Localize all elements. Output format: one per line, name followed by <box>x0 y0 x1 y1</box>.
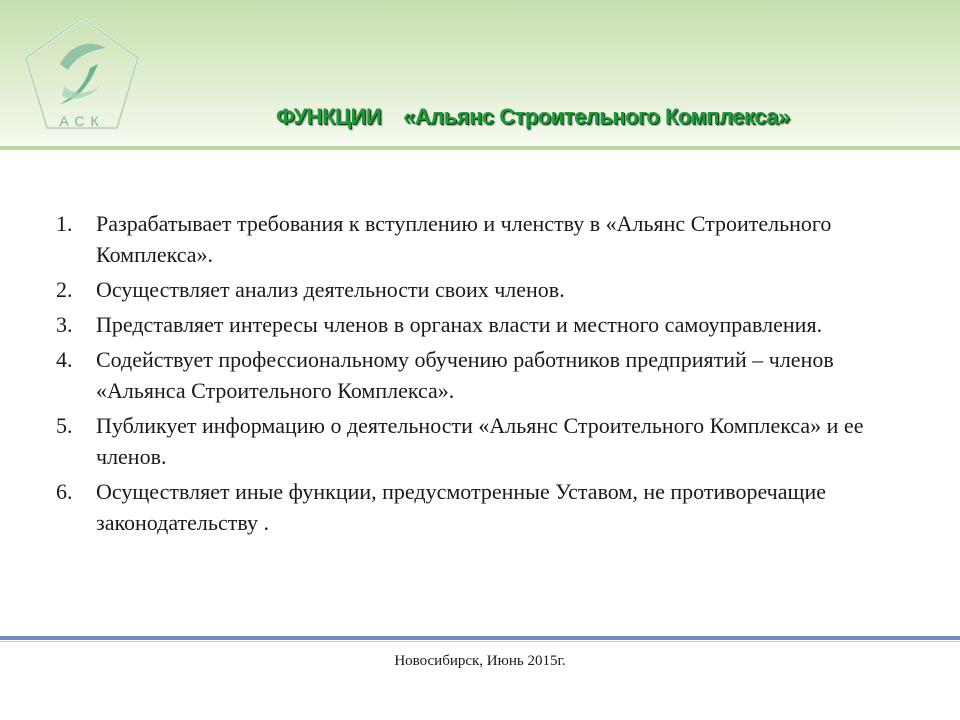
list-item <box>56 410 926 472</box>
functions-list-container <box>56 208 926 542</box>
page-title <box>276 104 936 138</box>
header-divider <box>0 146 960 150</box>
logo-text: АСК <box>59 113 105 129</box>
functions-list <box>56 208 926 538</box>
ask-logo <box>20 12 144 136</box>
item-number: 3. <box>56 312 73 337</box>
item-text: Представляет интересы членов в органах власти и местного самоуправления. <box>96 312 823 337</box>
footer-divider-thin <box>0 641 960 642</box>
list-item <box>56 274 926 305</box>
item-number: 2. <box>56 277 73 302</box>
title-part1: ФУНКЦИИ <box>276 104 382 129</box>
item-text: Осуществляет анализ деятельности своих членов. <box>96 277 565 302</box>
footer-text: Новосибирск, Июнь 2015г. <box>394 653 566 669</box>
title-part2: «Альянс Строительного Комплекса» <box>403 104 790 129</box>
item-number: 4. <box>56 347 73 372</box>
item-text: Публикует информацию о деятельности «Альянс Строительного Комплекса» и ее членов. <box>96 413 864 469</box>
list-item <box>56 208 926 270</box>
list-item <box>56 309 926 340</box>
item-number: 5. <box>56 413 73 438</box>
item-text: Содействует профессиональному обучению работников предприятий – членов «Альянса Строительного Комплекса». <box>96 347 834 403</box>
item-text: Осуществляет иные функции, предусмотренные Уставом, не противоречащие законодательству . <box>96 479 826 535</box>
list-item <box>56 476 926 538</box>
footer-divider <box>0 636 960 640</box>
item-text: Разрабатывает требования к вступлению и членству в «Альянс Строительного Комплекса». <box>96 211 832 267</box>
list-item <box>56 344 926 406</box>
item-number: 1. <box>56 211 73 236</box>
item-number: 6. <box>56 479 73 504</box>
